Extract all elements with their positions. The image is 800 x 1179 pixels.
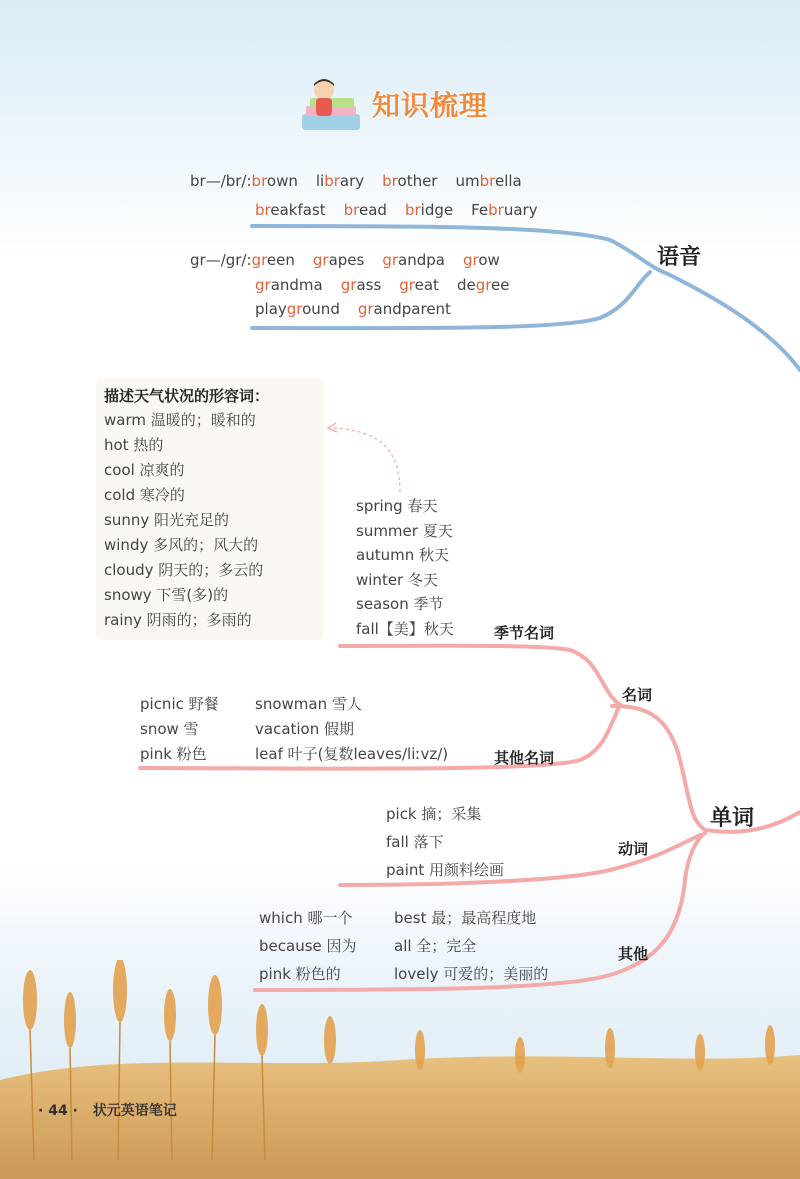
season-noun: season 季节 (356, 595, 444, 613)
phonics-word: great (399, 276, 439, 294)
other-noun: leaf 叶子(复数leaves/liːvz/) (255, 745, 449, 763)
season-noun: spring 春天 (356, 497, 438, 515)
phonics-word: grow (462, 251, 500, 269)
season-noun: winter 冬天 (356, 570, 438, 589)
weather-adjective: warm 温暖的；暖和的 (104, 411, 256, 429)
other-word: lovely 可爱的；美丽的 (394, 965, 549, 983)
phonics-word: bridge (404, 201, 454, 219)
other-noun: vacation 假期 (255, 720, 355, 738)
verb-item: pick 摘；采集 (386, 805, 482, 823)
phonics-word: February (471, 201, 538, 219)
weather-adjective: cloudy 阴天的；多云的 (104, 561, 264, 579)
other-word: pink 粉色的 (259, 965, 341, 983)
phonics-word: library (315, 172, 365, 190)
phonics-br-row-1 (190, 172, 540, 190)
other-word: which 哪一个 (259, 909, 353, 927)
page-title: 知识梳理 (372, 89, 489, 122)
wheat-field-illustration (0, 960, 800, 1179)
season-noun: autumn 秋天 (356, 546, 449, 564)
phonics-gr-row-1 (190, 251, 518, 269)
other-noun: picnic 野餐 (140, 695, 219, 713)
other-noun: pink 粉色 (140, 745, 207, 763)
phonics-word: breakfast (255, 201, 326, 219)
weather-adjective: hot 热的 (104, 436, 164, 454)
phonics-word: bread (343, 201, 387, 219)
other-word: all 全；完全 (394, 937, 477, 955)
verb-item: paint 用颜料绘画 (386, 861, 505, 879)
nouns-label: 名词 (622, 686, 653, 704)
phonics-word: grandpa (382, 251, 445, 269)
other-label: 其他 (618, 945, 649, 963)
weather-adjective: cold 寒冷的 (104, 486, 185, 504)
gr-label: gr—/gr/: (190, 251, 252, 269)
weather-adjective: rainy 阴雨的；多雨的 (104, 611, 252, 629)
weather-adjective: sunny 阳光充足的 (104, 511, 229, 529)
verb-item: fall 落下 (386, 833, 444, 851)
seasons-line (340, 646, 620, 705)
other-noun: snowman 雪人 (255, 695, 362, 713)
verbs-label: 动词 (618, 840, 649, 858)
phonics-word: umbrella (455, 172, 522, 190)
season-noun: fall【美】秋天 (356, 619, 454, 638)
phonics-branch-line (252, 226, 800, 370)
other-nouns-label: 其他名词 (494, 749, 555, 767)
phonics-word: degree (456, 276, 510, 294)
page-footer: · 44 · 状元英语笔记 (38, 1103, 177, 1119)
weather-heading: 描述天气状况的形容词： (104, 387, 270, 405)
phonics-word: playground (255, 300, 340, 318)
other-word: because 因为 (259, 937, 357, 955)
phonics-word: grandma (255, 276, 323, 294)
other-word: best 最；最高程度地 (394, 909, 537, 927)
dashed-arrow (332, 428, 400, 492)
book-name: 状元英语笔记 (92, 1103, 177, 1119)
weather-adjective: windy 多风的；风大的 (104, 536, 259, 554)
phonics-word: grass (340, 276, 382, 294)
phonics-branch-label: 语音 (657, 245, 702, 270)
phonics-gr-row-2 (255, 276, 528, 294)
phonics-word: green (251, 251, 295, 269)
weather-adjective: snowy 下雪(多)的 (104, 586, 229, 604)
reading-boy-icon (300, 76, 362, 132)
page-number: 44 (48, 1103, 68, 1119)
words-branch-label: 单词 (710, 806, 755, 831)
phonics-word: brother (382, 172, 438, 190)
phonics-word: grandparent (357, 300, 451, 318)
season-noun: summer 夏天 (356, 521, 453, 540)
weather-adjective: cool 凉爽的 (104, 461, 185, 479)
nouns-line (612, 706, 800, 832)
other-noun: snow 雪 (140, 720, 199, 738)
phonics-br-row-2 (255, 201, 556, 219)
br-label: br—/br/: (190, 172, 252, 190)
seasons-label: 季节名词 (494, 624, 555, 642)
phonics-word: grapes (312, 251, 365, 269)
phonics-word: brown (251, 172, 298, 190)
phonics-gr-row-3 (255, 300, 469, 318)
